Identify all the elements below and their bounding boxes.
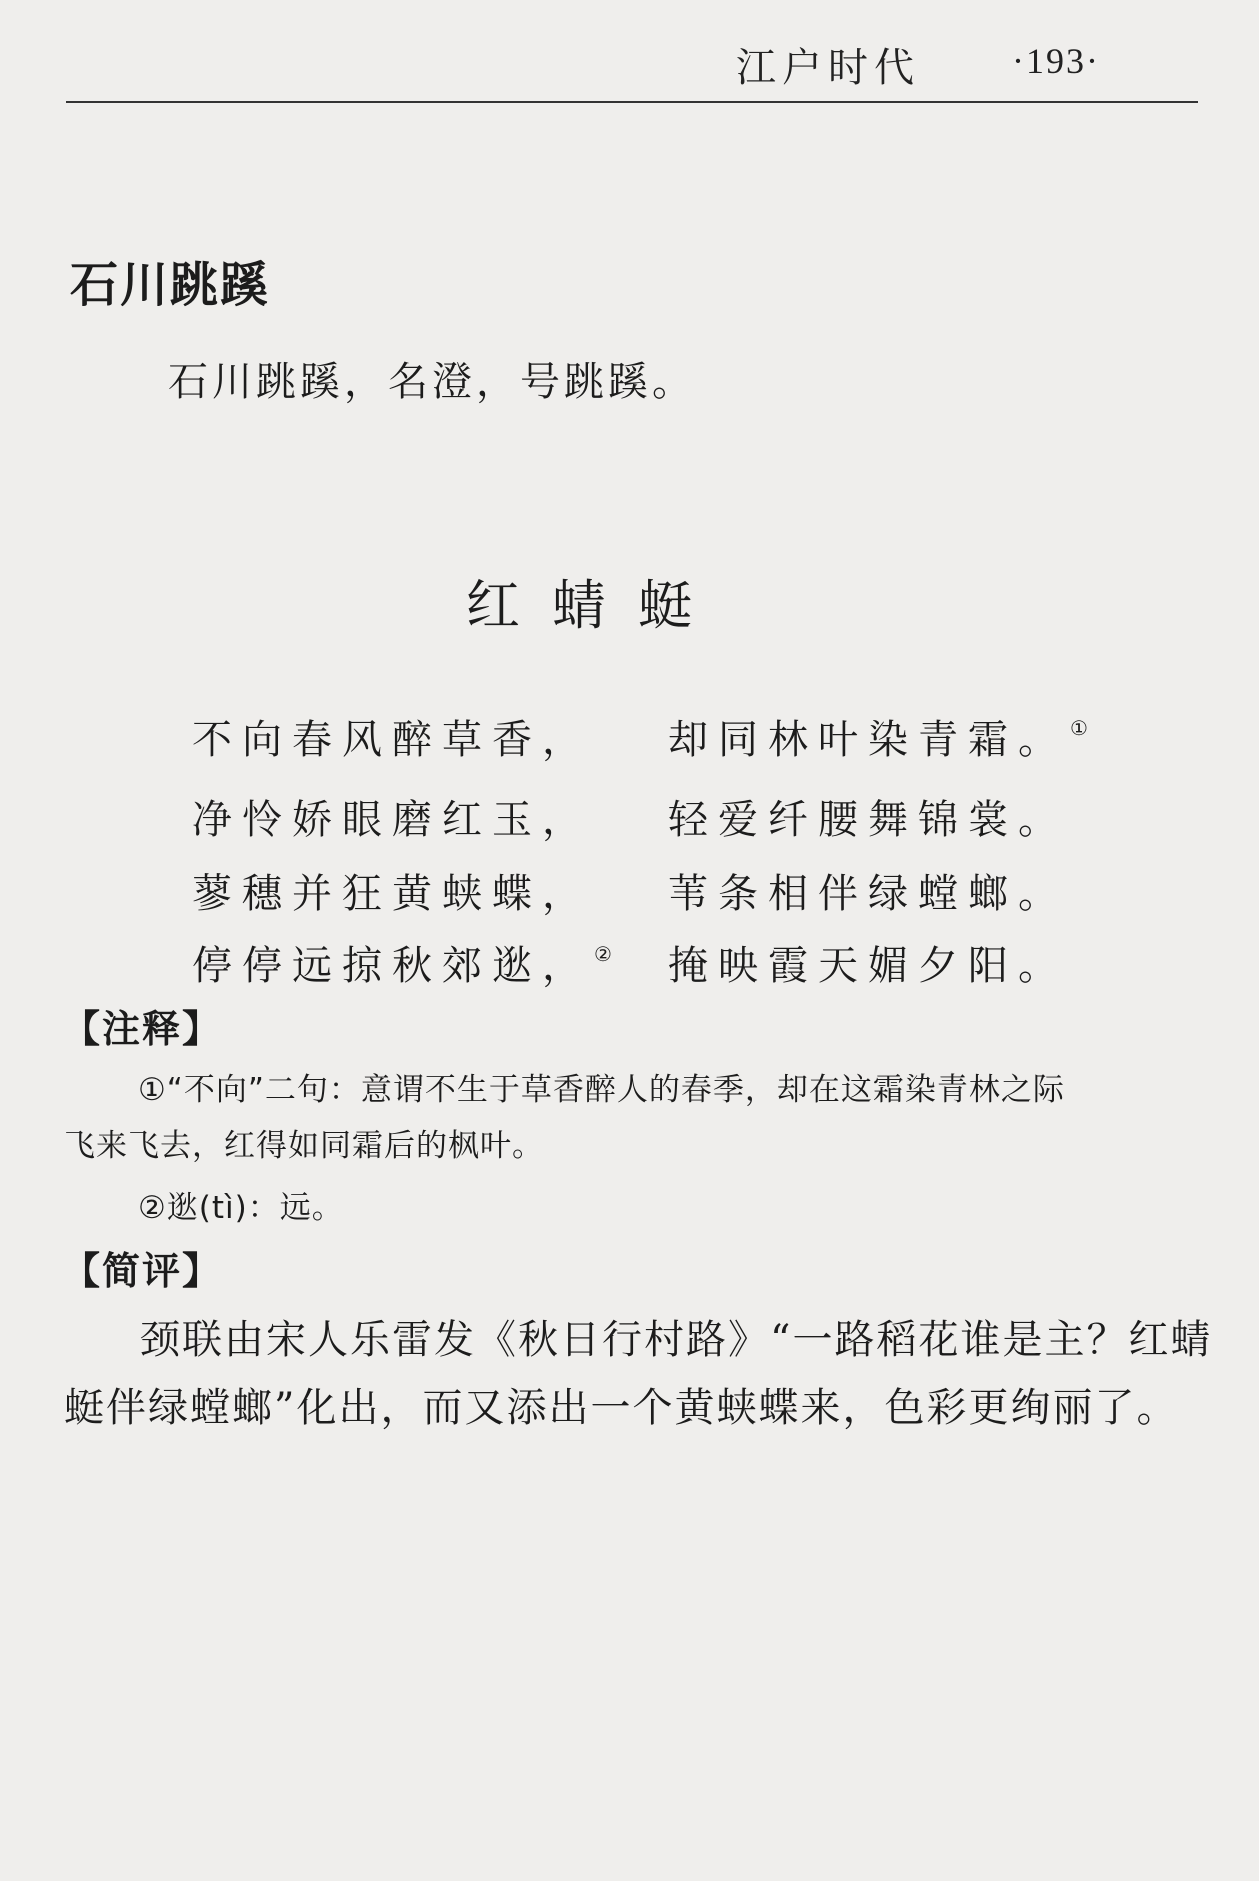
note-1-line-2: 飞来飞去，红得如同霜后的枫叶。 [64,1128,544,1164]
poem-line-left: 蓼穗并狂黄蛱蝶， [192,871,592,917]
page-number: ·193· [1012,41,1100,81]
running-head: 江户时代 [736,45,920,91]
review-heading: 【简评】 [62,1249,223,1293]
review-line-1: 颈联由宋人乐雷发《秋日行村路》“一路稻花谁是主？红蜻 [140,1317,1213,1363]
footnote-marker: ① [1070,716,1088,740]
poem-title: 红蜻蜓 [466,574,724,637]
review-line-2: 蜓伴绿螳螂”化出，而又添出一个黄蛱蝶来，色彩更绚丽了。 [64,1385,1179,1431]
author-bio: 石川跳蹊，名澄，号跳蹊。 [168,359,696,405]
note-2: ②逖(tì)：远。 [138,1190,344,1226]
footnote-marker: ② [594,942,612,966]
poem-line-right: 却同林叶染青霜。 ① [668,716,1088,763]
poem-line-left: 不向春风醉草香， [192,717,592,763]
poem-line-right: 苇条相伴绿螳螂。 [668,871,1068,917]
poem-line-right: 掩映霞天媚夕阳。 [668,943,1068,989]
poem-line-left: 停停远掠秋郊逖， ② [192,942,612,989]
poem-line-right: 轻爱纤腰舞锦裳。 [668,797,1068,843]
poem-line-left: 净怜娇眼磨红玉， [192,797,592,843]
author-heading: 石川跳蹊 [70,257,271,313]
note-1-line-1: ①“不向”二句：意谓不生于草香醉人的春季，却在这霜染青林之际 [138,1072,1065,1108]
header-rule [66,101,1198,103]
notes-heading: 【注释】 [62,1007,223,1051]
